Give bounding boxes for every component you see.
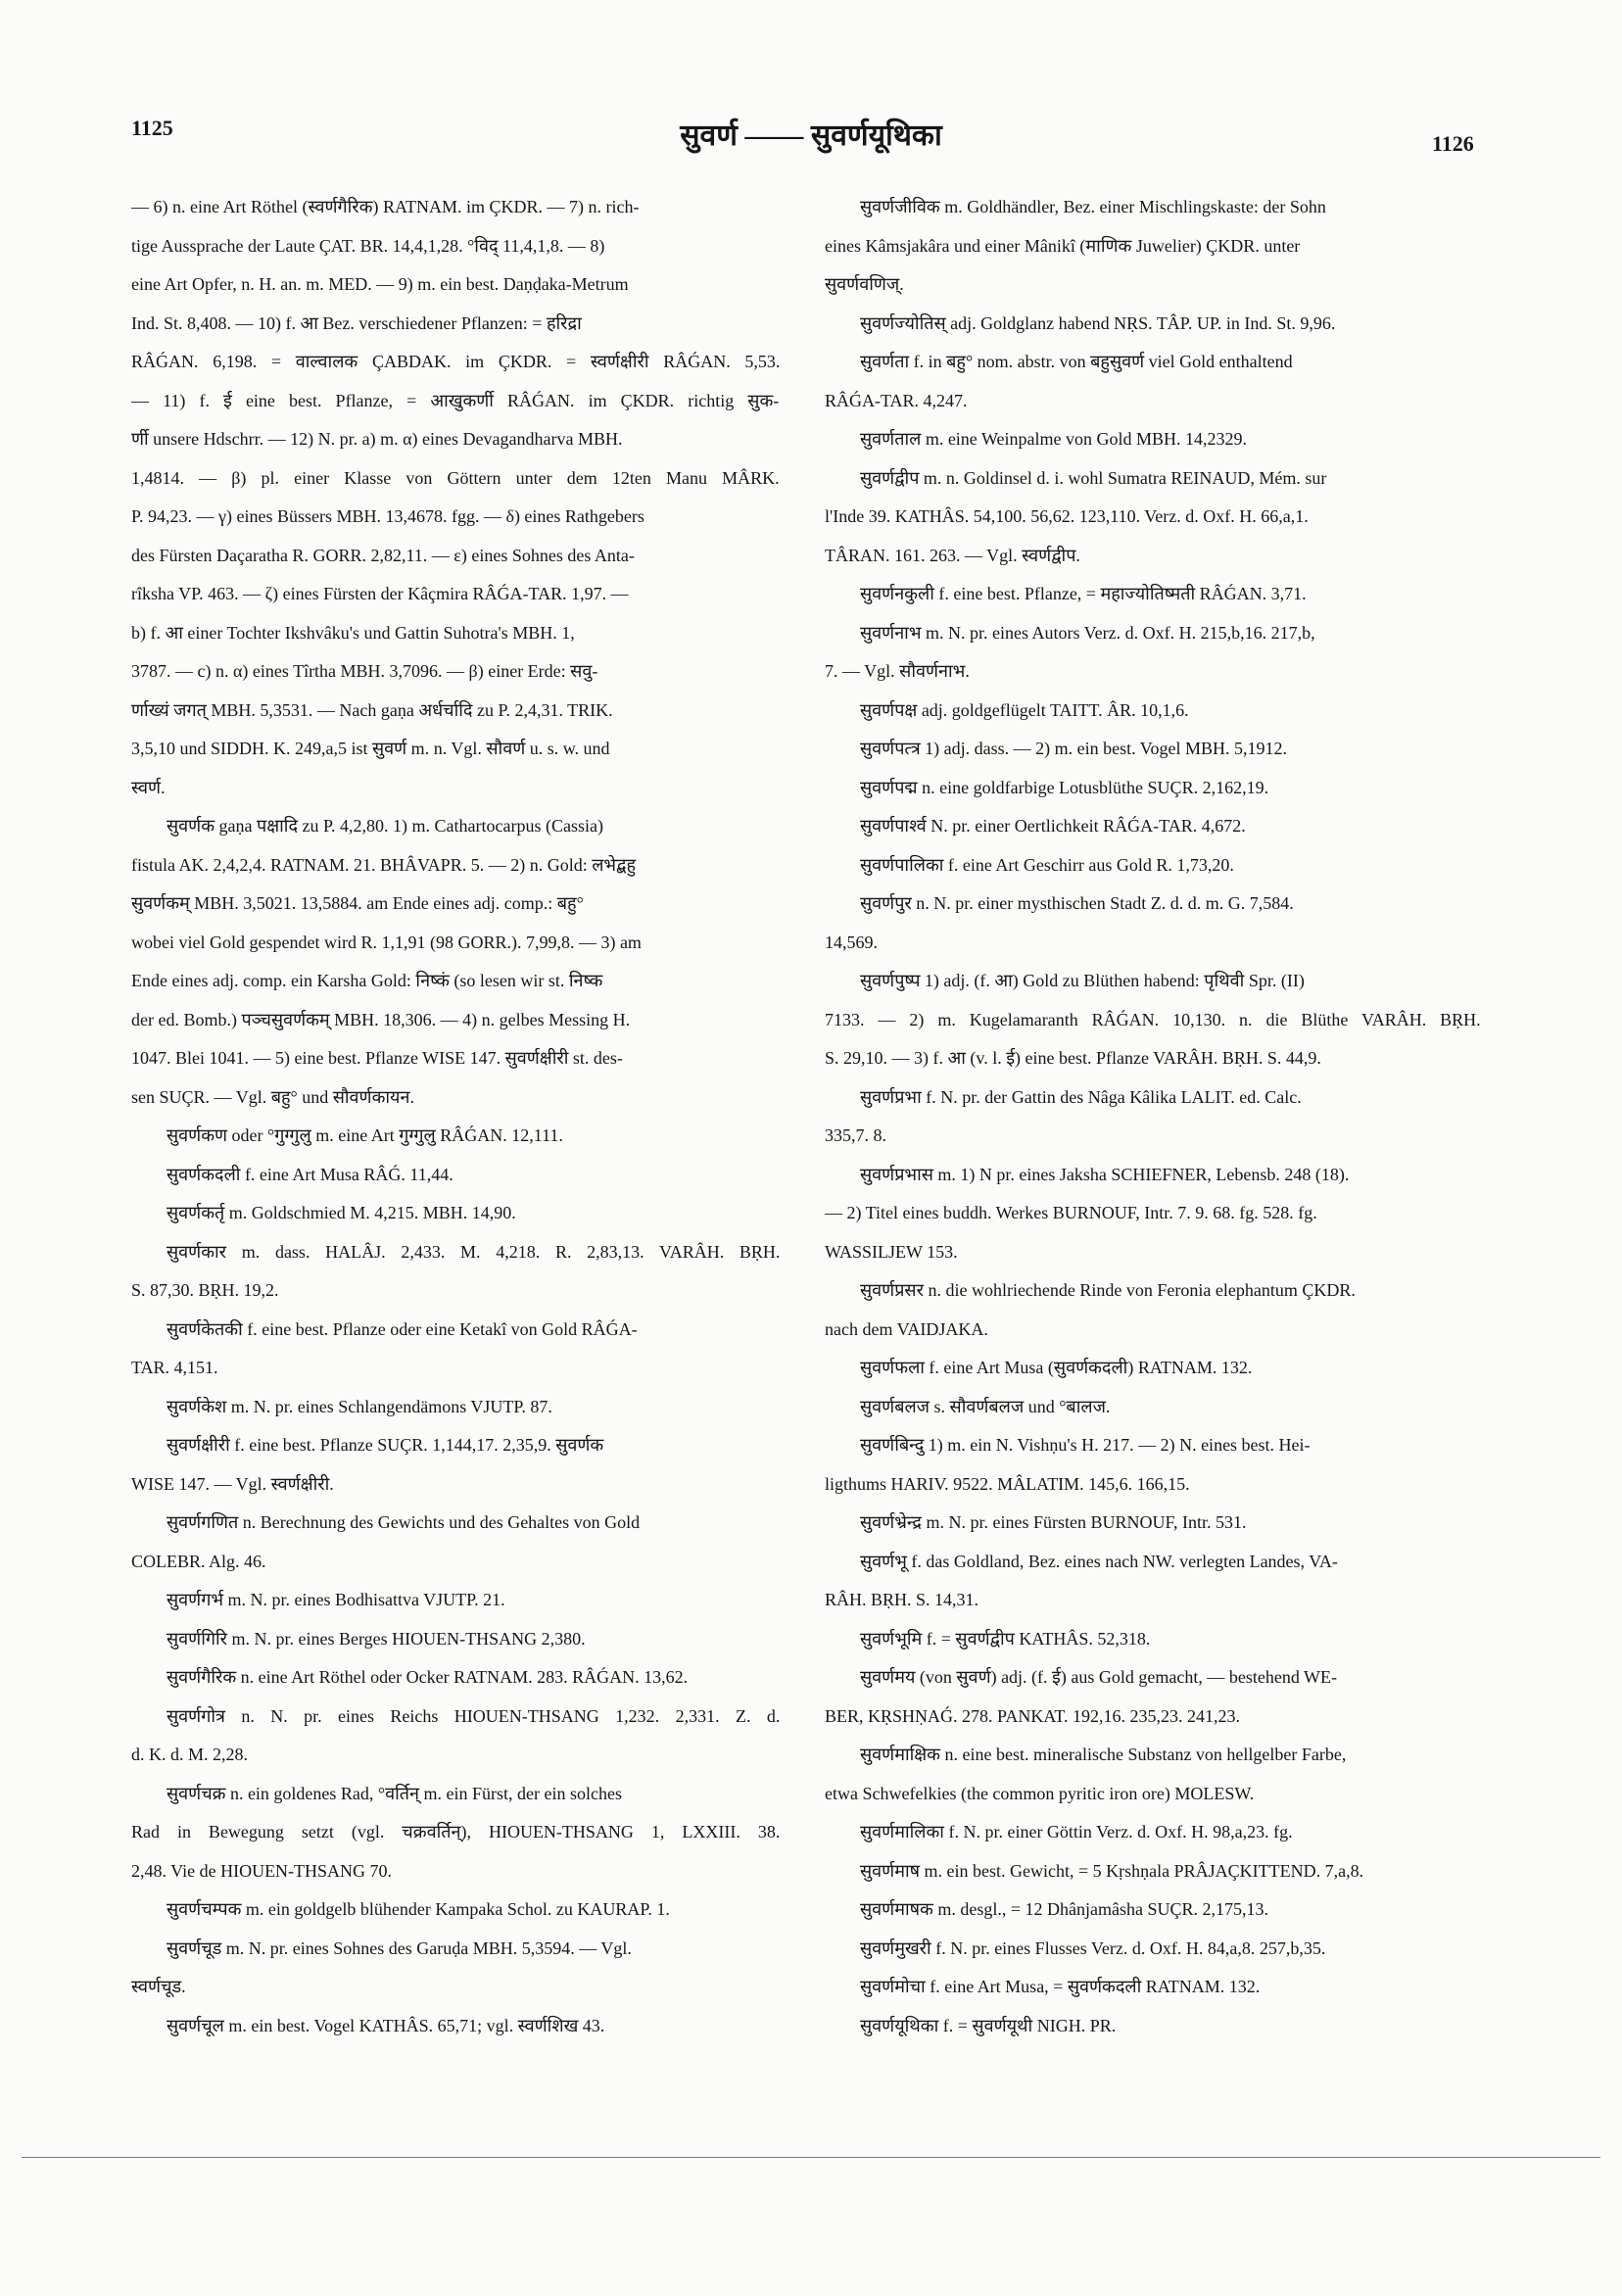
dictionary-line [825,846,1483,885]
dictionary-line [825,1620,1483,1659]
line-text: सुवर्णचूल m. ein best. Vogel KATHÂS. 65,71; vgl. स्वर्णशिख 43. [167,2015,605,2035]
dictionary-entry [825,1968,1483,2007]
dictionary-line [131,1620,782,1659]
dictionary-line [131,305,782,344]
dictionary-line [825,1698,1483,1737]
dictionary-line [131,575,782,614]
dictionary-entry [825,846,1483,885]
left-column [131,188,782,2045]
dictionary-line [825,1890,1483,1930]
dictionary-entry [131,1581,782,1620]
dictionary-entry [131,1775,782,1891]
line-text: सुवर्णगोत्र n. N. pr. eines Reichs HIOUEN-THSANG 1,232. 2,331. Z. d. [167,1705,781,1726]
line-text: सुवर्णप्रभास m. 1) N pr. eines Jaksha SCHIEFNER, Lebensb. 248 (18). [860,1164,1350,1184]
line-text: सुवर्णगर्भ m. N. pr. eines Bodhisattva VJUTP. 21. [167,1590,505,1609]
dictionary-line [131,1388,782,1427]
line-text: wobei viel Gold gespendet wird R. 1,1,91 (98 GORR.). 7,99,8. — 3) am [131,932,642,952]
dictionary-entry [131,1658,782,1698]
line-text: 14,569. [825,932,878,952]
dictionary-line [131,1581,782,1620]
line-text: 3,5,10 und SIDDH. K. 249,a,5 ist सुवर्ण m. n. Vgl. सौवर्ण u. s. w. und [131,739,610,758]
line-text: BER, KṚSHṆAǴ. 278. PANKAT. 192,16. 235,23. 241,23. [825,1705,1241,1726]
line-text: — 6) n. eine Art Röthel (स्वर्णगैरिक) RATNAM. im ÇKDR. — 7) n. rich- [131,197,640,216]
line-text: सुवर्णचम्पक m. ein goldgelb blühender Kampaka Schol. zu KAURAP. 1. [167,1899,670,1919]
dictionary-line [825,885,1483,924]
dictionary-line [131,1852,782,1891]
dictionary-entry [131,1388,782,1427]
dictionary-entry [825,1349,1483,1388]
line-text: सुवर्णकम् MBH. 3,5021. 13,5884. am Ende eines adj. comp.: बहु° [131,893,584,913]
dictionary-entry [825,614,1483,692]
page-number-left: 1125 [131,116,173,140]
dictionary-line [825,575,1483,614]
line-text: सुवर्णमाषक m. desgl., = 12 Dhânjamâsha SUÇR. 2,175,13. [860,1899,1268,1919]
line-text: सुवर्णफला f. eine Art Musa (सुवर्णकदली) RATNAM. 132. [860,1358,1253,1377]
line-text: rîksha VP. 463. — ζ) eines Fürsten der Kâçmira RÂǴA-TAR. 1,97. — [131,584,629,603]
dictionary-entry [131,188,782,807]
line-text: COLEBR. Alg. 46. [131,1551,266,1571]
dictionary-line [131,1426,782,1465]
dictionary-line [825,1117,1483,1156]
dictionary-line [131,1504,782,1543]
dictionary-line [131,1698,782,1737]
dictionary-line [825,692,1483,731]
dictionary-entry [825,420,1483,459]
line-text: सुवर्णबलज s. सौवर्णबलज und °बालज. [860,1396,1111,1416]
line-text: र्णी unsere Hdschrr. — 12) N. pr. a) m. α) eines Devagandharva MBH. [131,429,623,449]
dictionary-line [825,1581,1483,1620]
dictionary-line [131,382,782,421]
dictionary-line [131,343,782,382]
line-text: सुवर्णनकुली f. eine best. Pflanze, = महाज्योतिष्मती RÂǴAN. 3,71. [860,584,1307,603]
dictionary-entry [131,1156,782,1195]
dictionary-entry [825,1930,1483,1969]
dictionary-entry [131,1890,782,1930]
line-text: सुवर्णबिन्दु 1) m. ein N. Vishṇu's H. 217. — 2) N. eines best. Hei- [860,1435,1311,1455]
dictionary-entry [825,2007,1483,2046]
line-text: P. 94,23. — γ) eines Büssers MBH. 13,4678. fgg. — δ) eines Rathgebers [131,506,644,526]
dictionary-line [825,1465,1483,1505]
line-text: TAR. 4,151. [131,1358,218,1377]
dictionary-entry [825,1736,1483,1813]
line-text: सुवर्णगिरि m. N. pr. eines Berges HIOUEN-THSANG 2,380. [167,1628,586,1649]
line-text: सुवर्णगणित n. Berechnung des Gewichts und des Gehaltes von Gold [167,1512,641,1532]
dictionary-entry [131,1426,782,1504]
line-text: Ind. St. 8,408. — 10) f. आ Bez. verschiedener Pflanzen: = हरिद्रा [131,312,582,333]
dictionary-line [825,1233,1483,1272]
dictionary-line [825,382,1483,421]
dictionary-line [825,265,1483,305]
dictionary-line [825,1658,1483,1698]
dictionary-line [825,1543,1483,1582]
dictionary-entry [131,1620,782,1659]
dictionary-line [825,498,1483,537]
dictionary-line [131,1039,782,1078]
dictionary-line [825,1736,1483,1775]
line-text: सुवर्णमालिका f. N. pr. einer Göttin Verz. d. Oxf. H. 98,a,23. fg. [860,1822,1293,1842]
dictionary-line [825,537,1483,576]
line-text: सुवर्णकार m. dass. HALÂJ. 2,433. M. 4,218. R. 2,83,13. VARÂH. BṚH. [167,1241,781,1262]
dictionary-entry [131,2007,782,2046]
running-head: सुवर्ण —— सुवर्णयूथिका [680,120,942,152]
dictionary-line [131,1001,782,1040]
dictionary-line [131,924,782,963]
dictionary-line [131,692,782,731]
line-text: l'Inde 39. KATHÂS. 54,100. 56,62. 123,110. Verz. d. Oxf. H. 66,a,1. [825,506,1309,526]
dictionary-line [131,885,782,924]
line-text: सुवर्णज्योतिस् adj. Goldglanz habend NṚS. TÂP. UP. in Ind. St. 9,96. [860,312,1336,333]
dictionary-entry [825,1620,1483,1659]
line-text: sen SUÇR. — Vgl. बहु° und सौवर्णकायन. [131,1086,414,1107]
line-text: सुवर्णजीविक m. Goldhändler, Bez. einer Mischlingskaste: der Sohn [860,197,1326,216]
line-text: nach dem VAIDJAKA. [825,1318,988,1339]
line-text: सुवर्णक gaṇa पक्षादि zu P. 4,2,80. 1) m. Cathartocarpus (Cassia) [167,816,603,836]
dictionary-entry [825,769,1483,808]
line-text: सुवर्णता f. in बहु° nom. abstr. von बहुसुवर्ण viel Gold enthaltend [860,352,1293,371]
line-text: सुवर्णक्षीरी f. eine best. Pflanze SUÇR. 1,144,17. 2,35,9. सुवर्णक [167,1435,604,1455]
line-text: WISE 147. — Vgl. स्वर्णक्षीरी. [131,1473,334,1494]
line-text: 3787. — c) n. α) eines Tîrtha MBH. 3,7096. — β) einer Erde: सवु- [131,661,598,681]
dictionary-entry [825,305,1483,344]
dictionary-line [825,459,1483,499]
dictionary-line [131,1658,782,1698]
line-text: WASSILJEW 153. [825,1241,958,1262]
line-text: सुवर्णमय (von सुवर्ण) adj. (f. ई) aus Gold gemacht, — bestehend WE- [860,1667,1337,1687]
dictionary-line [825,343,1483,382]
dictionary-entry [825,962,1483,1078]
line-text: सुवर्णमाक्षिक n. eine best. mineralische Substanz von hellgelber Farbe, [860,1745,1347,1764]
dictionary-line [825,769,1483,808]
dictionary-line [825,1001,1483,1040]
line-text: सुवर्णनाभ m. N. pr. eines Autors Verz. d. Oxf. H. 215,b,16. 217,b, [860,622,1315,643]
dictionary-line [825,652,1483,692]
dictionary-entry [131,1311,782,1388]
line-text: 335,7. 8. [825,1125,886,1145]
dictionary-line [131,420,782,459]
dictionary-line [825,1968,1483,2007]
bottom-rule [22,2157,1600,2158]
line-text: des Fürsten Daçaratha R. GORR. 2,82,11. — ε) eines Sohnes des Anta- [131,545,635,565]
line-text: स्वर्णचूड. [131,1977,186,1996]
line-text: — 2) Titel eines buddh. Werkes BURNOUF, Intr. 7. 9. 68. fg. 528. fg. [825,1203,1317,1222]
line-text: 1047. Blei 1041. — 5) eine best. Pflanze WISE 147. सुवर्णक्षीरी st. des- [131,1048,623,1068]
line-text: सुवर्णचूड m. N. pr. eines Sohnes des Garuḍa MBH. 5,3594. — Vgl. [167,1937,632,1958]
dictionary-line [825,2007,1483,2046]
dictionary-line [825,1775,1483,1814]
dictionary-line [825,1504,1483,1543]
line-text: सुवर्णमोचा f. eine Art Musa, = सुवर्णकदली RATNAM. 132. [860,1977,1261,1996]
dictionary-line [825,305,1483,344]
dictionary-line [825,614,1483,653]
dictionary-entry [131,1233,782,1311]
line-text: सुवर्णकेश m. N. pr. eines Schlangendämons VJUTP. 87. [167,1396,552,1416]
dictionary-line [825,1930,1483,1969]
line-text: सुवर्णप्रसर n. die wohlriechende Rinde von Feronia elephantum ÇKDR. [860,1280,1356,1300]
line-text: सुवर्णकर्तृ m. Goldschmied M. 4,215. MBH. 14,90. [167,1203,516,1222]
dictionary-line [131,188,782,227]
dictionary-line [131,459,782,499]
dictionary-line [825,1852,1483,1891]
line-text: tige Aussprache der Laute ÇAT. BR. 14,4,1,28. °विद् 11,4,1,8. — 8) [131,235,605,256]
line-text: सुवर्णप्रभा f. N. pr. der Gattin des Nâga Kâlika LALIT. ed. Calc. [860,1086,1302,1107]
dictionary-line [131,1233,782,1272]
dictionary-line [131,1543,782,1582]
line-text: 7133. — 2) m. Kugelamaranth RÂǴAN. 10,130. n. die Blüthe VARÂH. BṚH. [825,1009,1481,1029]
line-text: S. 29,10. — 3) f. आ (v. l. ई) eine best. Pflanze VARÂH. BṚH. S. 44,9. [825,1048,1321,1068]
dictionary-entry [131,1117,782,1156]
line-text: etwa Schwefelkies (the common pyritic iron ore) MOLESW. [825,1783,1255,1803]
dictionary-entry [131,1194,782,1233]
dictionary-entry [825,1658,1483,1736]
dictionary-line [131,1968,782,2007]
dictionary-line [825,1156,1483,1195]
line-text: ligthums HARIV. 9522. MÂLATIM. 145,6. 166,15. [825,1473,1190,1494]
dictionary-line [131,1194,782,1233]
line-text: b) f. आ einer Tochter Ikshvâku's und Gattin Suhotra's MBH. 1, [131,622,575,643]
dictionary-entry [131,1698,782,1775]
line-text: d. K. d. M. 2,28. [131,1745,249,1764]
dictionary-line [131,1271,782,1311]
dictionary-line [825,1271,1483,1311]
line-text: सुवर्णपक्ष adj. goldgeflügelt TAITT. ÂR. 10,1,6. [860,699,1189,720]
dictionary-line [131,769,782,808]
line-text: 7. — Vgl. सौवर्णनाभ. [825,661,970,681]
dictionary-entry [825,459,1483,576]
line-text: 2,48. Vie de HIOUEN-THSANG 70. [131,1860,393,1881]
line-text: सुवर्णकदली f. eine Art Musa RÂǴ. 11,44. [167,1164,453,1184]
dictionary-entry [825,1852,1483,1891]
dictionary-entry [131,807,782,1117]
dictionary-entry [825,1388,1483,1427]
line-text: सुवर्णपुर n. N. pr. einer mysthischen Stadt Z. d. d. m. G. 7,584. [860,893,1294,913]
dictionary-line [131,227,782,266]
line-text: सुवर्णकेतकी f. eine best. Pflanze oder eine Ketakî von Gold RÂǴA- [167,1318,638,1339]
dictionary-line [825,962,1483,1001]
dictionary-line [825,1039,1483,1078]
line-text: fistula AK. 2,4,2,4. RATNAM. 21. BHÂVAPR. 5. — 2) n. Gold: लभेद्बहु [131,854,637,875]
dictionary-entry [825,1271,1483,1349]
dictionary-line [131,846,782,885]
line-text: Rad in Bewegung setzt (vgl. चक्रवर्तिन्), HIOUEN-THSANG 1, LXXIII. 38. [131,1822,781,1842]
dictionary-line [131,614,782,653]
dictionary-entry [825,1156,1483,1272]
line-text: सुवर्णयूथिका f. = सुवर्णयूथी NIGH. PR. [860,2015,1117,2035]
dictionary-line [131,1349,782,1388]
dictionary-line [131,652,782,692]
dictionary-line [131,498,782,537]
dictionary-line [825,1813,1483,1852]
dictionary-line [825,1349,1483,1388]
line-text: सुवर्णभूमि f. = सुवर्णद्वीप KATHÂS. 52,318. [860,1628,1151,1649]
line-text: eines Kâmsjakâra und einer Mânikî (माणिक Juwelier) ÇKDR. unter [825,235,1301,256]
line-text: der ed. Bomb.) पञ्चसुवर्णकम् MBH. 18,306. — 4) n. gelbes Messing H. [131,1009,631,1029]
dictionary-line [131,962,782,1001]
line-text: S. 87,30. BṚH. 19,2. [131,1280,279,1300]
dictionary-entry [825,1078,1483,1156]
dictionary-line [131,2007,782,2046]
line-text: सुवर्णपद्म n. eine goldfarbige Lotusblüthe SUÇR. 2,162,19. [860,777,1269,797]
line-text: सुवर्णकण oder °गुग्गुलु m. eine Art गुग्गुलु RÂǴAN. 12,111. [167,1125,563,1145]
line-text: स्वर्ण. [131,777,166,797]
dictionary-line [825,1311,1483,1350]
dictionary-entry [131,1930,782,2007]
line-text: सुवर्णपार्श्व N. pr. einer Oertlichkeit RÂǴA-TAR. 4,672. [860,816,1246,836]
line-text: RÂǴA-TAR. 4,247. [825,390,968,410]
dictionary-entry [825,1426,1483,1504]
line-text: eine Art Opfer, n. H. an. m. MED. — 9) m. ein best. Daṇḍaka-Metrum [131,274,629,294]
line-text: सुवर्णमाष m. ein best. Gewicht, = 5 Kṛshṇala PRÂJAÇKITTEND. 7,a,8. [860,1860,1364,1881]
dictionary-line [131,1736,782,1775]
dictionary-line [825,1388,1483,1427]
dictionary-line [131,1813,782,1852]
line-text: सुवर्णवणिज्. [825,274,904,294]
dictionary-line [131,1311,782,1350]
dictionary-line [131,1465,782,1505]
dictionary-entry [131,1504,782,1581]
line-text: सुवर्णगैरिक n. eine Art Röthel oder Ocker RATNAM. 283. RÂǴAN. 13,62. [167,1667,689,1687]
dictionary-line [131,730,782,769]
dictionary-line [825,188,1483,227]
line-text: सुवर्णताल m. eine Weinpalme von Gold MBH. 14,2329. [860,429,1247,449]
line-text: सुवर्णद्वीप m. n. Goldinsel d. i. wohl Sumatra REINAUD, Mém. sur [860,467,1327,488]
line-text: सुवर्णभ्रेन्द्र m. N. pr. eines Fürsten BURNOUF, Intr. 531. [860,1512,1247,1532]
dictionary-line [131,537,782,576]
line-text: सुवर्णचक्र n. ein goldenes Rad, °वर्तिन् m. ein Fürst, der ein solches [167,1783,622,1803]
line-text: सुवर्णमुखरी f. N. pr. eines Flusses Verz. d. Oxf. H. 84,a,8. 257,b,35. [860,1937,1326,1958]
dictionary-entry [825,575,1483,614]
dictionary-line [825,807,1483,846]
dictionary-line [131,1078,782,1118]
line-text: र्णाख्यं जगत् MBH. 5,3531. — Nach gaṇa अर्धर्चादि zu P. 2,4,31. TRIK. [131,699,613,720]
dictionary-line [825,1194,1483,1233]
line-text: सुवर्णभू f. das Goldland, Bez. eines nach NW. verlegten Landes, VA- [860,1551,1338,1571]
line-text: सुवर्णपुष्प 1) adj. (f. आ) Gold zu Blüthen habend: पृथिवी Spr. (II) [860,971,1305,990]
dictionary-entry [825,1543,1483,1620]
line-text: RÂǴAN. 6,198. = वाल्वालक ÇABDAK. im ÇKDR. = स्वर्णक्षीरी RÂǴAN. 5,53. [131,352,781,371]
line-text: Ende eines adj. comp. ein Karsha Gold: निष्कं (so lesen wir st. निष्क [131,971,603,990]
dictionary-line [131,1156,782,1195]
right-column [825,188,1483,2045]
dictionary-line [825,924,1483,963]
line-text: 1,4814. — β) pl. einer Klasse von Göttern unter dem 12ten Manu MÂRK. [131,467,780,488]
dictionary-entry [825,807,1483,846]
line-text: TÂRAN. 161. 263. — Vgl. स्वर्णद्वीप. [825,545,1080,565]
dictionary-line [131,807,782,846]
dictionary-entry [825,692,1483,731]
page-number-right: 1126 [1432,131,1474,156]
dictionary-line [825,1426,1483,1465]
line-text: RÂH. BṚH. S. 14,31. [825,1590,979,1609]
dictionary-entry [825,730,1483,769]
dictionary-line [825,730,1483,769]
dictionary-line [131,265,782,305]
dictionary-entry [825,188,1483,305]
dictionary-line [825,227,1483,266]
dictionary-entry [825,1813,1483,1852]
dictionary-entry [825,343,1483,420]
dictionary-line [131,1117,782,1156]
dictionary-line [131,1930,782,1969]
dictionary-line [131,1775,782,1814]
dictionary-entry [825,1504,1483,1543]
line-text: — 11) f. ई eine best. Pflanze, = आखुकर्णी RÂǴAN. im ÇKDR. richtig सुक- [131,390,780,410]
dictionary-entry [825,885,1483,962]
dictionary-entry [825,1890,1483,1930]
line-text: सुवर्णपत्त्र 1) adj. dass. — 2) m. ein best. Vogel MBH. 5,1912. [860,739,1287,758]
dictionary-line [825,420,1483,459]
dictionary-line [825,1078,1483,1118]
dictionary-line [131,1890,782,1930]
line-text: सुवर्णपालिका f. eine Art Geschirr aus Gold R. 1,73,20. [860,854,1234,875]
